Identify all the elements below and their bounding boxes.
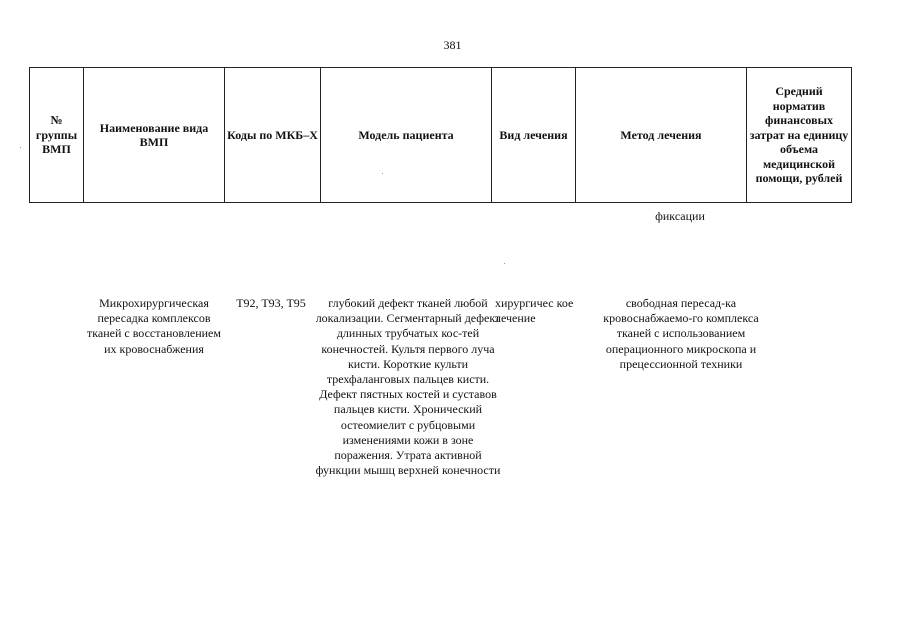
header-vmp-name: Наименование вида ВМП <box>84 68 225 203</box>
row-vmp-name: Микрохирургическая пересадка комплексов тканей с восстановлением их кровоснабжения <box>87 296 221 356</box>
header-treatment-method: Метод лечения <box>576 68 747 203</box>
header-cost-norm: Средний норматив финансовых затрат на единицу объема медицинской помощи, рублей <box>747 68 852 203</box>
header-row <box>30 68 852 203</box>
row-icd-codes: T92, T93, T95 <box>236 296 306 310</box>
table-header <box>29 67 852 203</box>
header-icd-codes: Коды по МКБ–Х <box>225 68 321 203</box>
scan-speck <box>382 173 383 174</box>
scan-speck <box>20 147 21 148</box>
header-patient-model: Модель пациента <box>321 68 492 203</box>
page-number: 381 <box>443 38 462 52</box>
header-group-number: № группы ВМП <box>30 68 84 203</box>
header-treatment-type: Вид лечения <box>492 68 576 203</box>
row-treatment-type: хирургичес кое лечение <box>495 296 574 326</box>
scan-speck <box>504 263 505 264</box>
continued-method-text: фиксации <box>655 209 705 223</box>
row-patient-model: глубокий дефект тканей любой локализации. Сегментарный дефект длинных трубчатых кос-тей конечностей. Культя первого луча кисти. Короткие культи трехфаланговых пальцев кисти. Дефект пястных костей и суставов пальцев кисти. Хронический остеомиелит с рубцовыми изменениями кожи в зоне поражения. Утрата активной функции мышц верхней конечности <box>315 296 501 478</box>
row-treatment-method: свободная пересад-ка кровоснабжаемо-го комплекса тканей с использованием операционного микроскопа и прецессионной техники <box>603 296 759 371</box>
